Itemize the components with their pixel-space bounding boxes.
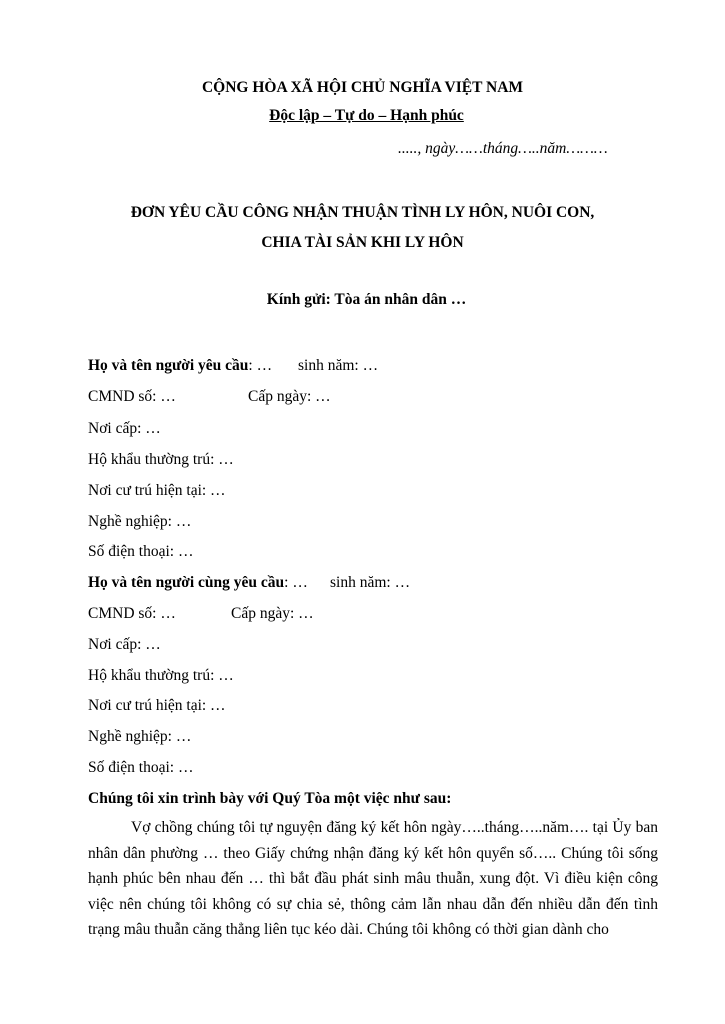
motto: Độc lập – Tự do – Hạnh phúc bbox=[269, 107, 464, 124]
petitioner-occupation: Nghề nghiệp: … bbox=[88, 513, 192, 530]
co-petitioner-id-number: CMND số: … bbox=[88, 605, 176, 622]
petitioner-name-line bbox=[88, 356, 272, 376]
recipient-line: Kính gửi: Tòa án nhân dân … bbox=[266, 291, 467, 308]
petitioner-issue-place: Nơi cấp: … bbox=[88, 420, 161, 437]
co-petitioner-birth-year: sinh năm: … bbox=[330, 574, 411, 591]
petitioner-phone: Số điện thoại: … bbox=[88, 543, 194, 560]
co-petitioner-issue-date: Cấp ngày: … bbox=[231, 605, 314, 622]
petitioner-name-label: Họ và tên người yêu cầu bbox=[88, 357, 249, 374]
document-title-line-1: ĐƠN YÊU CẦU CÔNG NHẬN THUẬN TÌNH LY HÔN, NUÔI CON, bbox=[130, 204, 595, 221]
co-petitioner-name-value: : … bbox=[284, 574, 308, 591]
statement-paragraph: Vợ chồng chúng tôi tự nguyện đăng ký kết hôn ngày…..tháng…..năm…. tại Ủy ban nhân dân phường … theo Giấy chứng nhận đăng ký kết hôn quyển số….. Chúng tôi sống hạnh phúc bên nhau đến … thì bắt đầu phát sinh mâu thuẫn, xung đột. Vì điều kiện công việc nên chúng tôi không có sự chia sẻ, thông cảm lẫn nhau dẫn đến nhiều dẫn đến tình trạng mâu thuẫn căng thẳng liên tục kéo dài. Chúng tôi không có thời gian dành cho bbox=[88, 819, 658, 938]
nation-heading: CỘNG HÒA XÃ HỘI CHỦ NGHĨA VIỆT NAM bbox=[201, 79, 524, 96]
co-petitioner-name-label: Họ và tên người cùng yêu cầu bbox=[88, 574, 285, 591]
petitioner-permanent-residence: Hộ khẩu thường trú: … bbox=[88, 451, 234, 468]
petitioner-current-residence: Nơi cư trú hiện tại: … bbox=[88, 482, 226, 499]
petitioner-name-value: : … bbox=[248, 357, 273, 374]
co-petitioner-current-residence: Nơi cư trú hiện tại: … bbox=[88, 697, 226, 714]
petitioner-issue-date: Cấp ngày: … bbox=[248, 388, 331, 405]
co-petitioner-issue-place: Nơi cấp: … bbox=[88, 636, 161, 653]
statement-heading: Chúng tôi xin trình bày với Quý Tòa một việc như sau: bbox=[88, 790, 452, 807]
petitioner-birth-year: sinh năm: … bbox=[298, 357, 379, 374]
co-petitioner-phone: Số điện thoại: … bbox=[88, 759, 194, 776]
date-line: ....., ngày……tháng…..năm……… bbox=[398, 140, 608, 157]
co-petitioner-name-line bbox=[88, 573, 308, 593]
co-petitioner-permanent-residence: Hộ khẩu thường trú: … bbox=[88, 667, 234, 684]
co-petitioner-occupation: Nghề nghiệp: … bbox=[88, 728, 192, 745]
document-title-line-2: CHIA TÀI SẢN KHI LY HÔN bbox=[261, 234, 464, 251]
petitioner-id-number: CMND số: … bbox=[88, 388, 176, 405]
